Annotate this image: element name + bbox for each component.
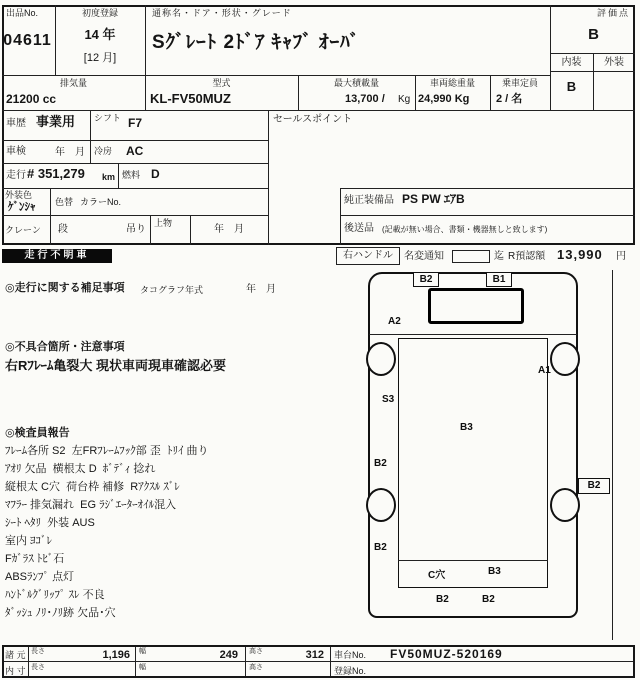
color-change-label: 色替 bbox=[55, 197, 74, 207]
capacity-label: 乗車定員 bbox=[501, 78, 538, 88]
r-amount-label: R預認額 bbox=[508, 251, 546, 262]
divider-line bbox=[340, 215, 635, 216]
length-label: 長さ bbox=[31, 648, 45, 655]
height-label: 高さ bbox=[249, 648, 263, 655]
wheel-rear-right bbox=[550, 488, 580, 522]
divider-line bbox=[2, 188, 268, 189]
wheel-rear-left bbox=[366, 488, 396, 522]
width-value: 249 bbox=[219, 649, 238, 661]
divider-line bbox=[245, 647, 246, 676]
max-load-value: 13,700 / bbox=[345, 93, 385, 105]
defect-text: 右Rﾌﾚｰﾑ亀裂大 現状車両現車確認必要 bbox=[5, 358, 227, 373]
equipment-value: PS PW ｴｱB bbox=[402, 192, 465, 206]
model-code-label: 型式 bbox=[212, 78, 231, 88]
damage-marker: B3 bbox=[488, 566, 501, 577]
divider-line bbox=[90, 110, 91, 163]
body-equipment-label: 上物 bbox=[154, 218, 173, 228]
mileage-label: 走行 bbox=[6, 170, 26, 181]
grade-value: B bbox=[588, 26, 599, 43]
inspector-report-line: ﾏﾌﾗｰ 排気漏れ EG ﾗｼﾞｴｰﾀｰｵｲﾙ混入 bbox=[5, 499, 177, 511]
right-handle-box: 右ハンドル bbox=[336, 247, 400, 265]
mileage-note-title: ◎走行に関する補足事項 bbox=[5, 282, 125, 294]
yen-label: 円 bbox=[616, 251, 626, 262]
displacement-label: 排気量 bbox=[59, 78, 87, 88]
divider-line bbox=[2, 215, 268, 216]
chassis-no-value: FV50MUZ-520169 bbox=[390, 647, 503, 661]
displacement-value: 21200 cc bbox=[6, 92, 57, 106]
exterior-color-label: 外装色 bbox=[5, 190, 33, 200]
model-code-value: KL-FV50MUZ bbox=[150, 91, 231, 106]
gross-weight-value: 24,990 Kg bbox=[418, 93, 470, 105]
divider-line bbox=[2, 163, 268, 164]
model-name: Sｸﾞﾚｰﾄ 2ﾄﾞｱ ｷｬﾌﾞ ｵｰﾊﾞ bbox=[152, 32, 361, 53]
until-label: 迄 bbox=[494, 251, 504, 262]
width-label: 幅 bbox=[139, 648, 146, 655]
mileage-value: # 351,279 bbox=[27, 166, 85, 181]
inspection-label: 車検 bbox=[6, 146, 26, 157]
divider-line bbox=[2, 140, 268, 141]
tacho-label: タコグラフ年式 bbox=[140, 285, 204, 295]
cab-separator-line bbox=[369, 334, 577, 335]
unknown-mileage-badge: 走行不明車 bbox=[2, 249, 112, 263]
crane-tsuri-label: 吊り bbox=[126, 224, 146, 235]
first-registration-month: [12 月] bbox=[83, 52, 117, 64]
crane-label: クレーン bbox=[5, 225, 41, 235]
capacity-value: 2 / 名 bbox=[496, 93, 523, 105]
lot-number-label: 出品No. bbox=[6, 8, 39, 18]
length-label: 長さ bbox=[31, 664, 45, 671]
inspector-report bbox=[5, 445, 209, 625]
divider-line bbox=[2, 110, 635, 111]
lot-number: 04611 bbox=[3, 32, 52, 49]
later-items-note: (記載が無い場合、書類・機器無しと致します) bbox=[382, 225, 548, 234]
wheel-front-left bbox=[366, 342, 396, 376]
damage-marker: B3 bbox=[460, 422, 473, 433]
inspector-report-line: ﾀﾞｯｼｭ ﾉﾘ･ﾉﾘ跡 欠品･穴 bbox=[5, 607, 116, 619]
equipment-label: 純正装備品 bbox=[344, 195, 394, 206]
max-load-unit: Kg bbox=[398, 94, 411, 105]
first-registration-year: 14 年 bbox=[84, 27, 116, 42]
first-registration-label: 初度登録 bbox=[81, 8, 118, 18]
wheel-front-right bbox=[550, 342, 580, 376]
height-value: 312 bbox=[305, 649, 324, 661]
chassis-no-label: 車台No. bbox=[334, 650, 367, 660]
divider-line bbox=[145, 5, 146, 110]
divider-line bbox=[340, 188, 635, 189]
inspection-date: 年 月 bbox=[55, 147, 85, 158]
diagram-right-border bbox=[612, 270, 613, 640]
cab-windshield bbox=[428, 288, 524, 324]
cargo-bed-outline bbox=[398, 338, 548, 588]
divider-line bbox=[150, 215, 151, 245]
damage-marker: B2 bbox=[374, 542, 387, 553]
inspector-report-line: ABSﾗﾝﾌﾟ 点灯 bbox=[5, 571, 75, 583]
name-change-label: 名変通知 bbox=[404, 251, 444, 262]
damage-marker-box: B1 bbox=[486, 272, 512, 287]
gross-weight-label: 車両総重量 bbox=[429, 78, 475, 88]
inspector-section-title: ◎検査員報告 bbox=[5, 427, 70, 439]
height-label: 高さ bbox=[249, 664, 263, 671]
ac-value: AC bbox=[126, 144, 144, 158]
history-value: 事業用 bbox=[36, 114, 76, 129]
crane-dan-label: 段 bbox=[58, 224, 68, 235]
divider-line bbox=[330, 647, 331, 676]
inner-row-label: 内 寸 bbox=[5, 666, 26, 676]
body-equipment-date: 年 月 bbox=[214, 224, 244, 235]
damage-marker: S3 bbox=[382, 394, 395, 405]
width-label: 幅 bbox=[139, 664, 146, 671]
inspector-report-line: ｱｵﾘ 欠品 横根太 D ﾎﾞﾃﾞｨ 捻れ bbox=[5, 463, 156, 475]
spec-row-label: 諸 元 bbox=[5, 650, 26, 660]
divider-line bbox=[118, 163, 119, 188]
interior-grade-value: B bbox=[566, 79, 577, 94]
exterior-grade-label: 外装 bbox=[604, 57, 624, 68]
inspector-report-line: ﾌﾚｰﾑ各所 S2 左FRﾌﾚｰﾑﾌｯｸ部 歪 ﾄﾘｲ 曲り bbox=[5, 445, 209, 457]
color-no-label: カラーNo. bbox=[80, 197, 122, 207]
divider-line bbox=[135, 647, 136, 676]
fuel-value: D bbox=[151, 167, 160, 181]
ac-label: 冷房 bbox=[94, 146, 113, 156]
grade-label: 評価点 bbox=[596, 8, 630, 18]
length-value: 1,196 bbox=[102, 649, 130, 661]
inspector-report-line: 室内 ﾖｺﾞﾚ bbox=[5, 535, 53, 547]
divider-line bbox=[50, 188, 51, 245]
inspector-report-line: Fｶﾞﾗｽ ﾄﾋﾞ石 bbox=[5, 553, 65, 565]
divider-line bbox=[190, 215, 191, 245]
divider-line bbox=[2, 75, 550, 76]
defect-section-title: ◎不具合箇所・注意事項 bbox=[5, 341, 125, 353]
damage-marker: C穴 bbox=[428, 570, 446, 581]
bed-divider-line bbox=[398, 560, 548, 561]
damage-marker: B2 bbox=[374, 458, 387, 469]
name-change-field bbox=[452, 250, 490, 263]
sales-point-label: セールスポイント bbox=[273, 114, 353, 125]
damage-marker: A1 bbox=[538, 365, 551, 376]
shift-value: F7 bbox=[128, 116, 143, 130]
inspector-report-line: ﾊﾝﾄﾞﾙｸﾞﾘｯﾌﾟ ｽﾚ 不良 bbox=[5, 589, 105, 601]
divider-line bbox=[340, 188, 341, 245]
shift-label: シフト bbox=[94, 113, 122, 123]
damage-marker: A2 bbox=[388, 316, 401, 327]
r-amount-value: 13,990 bbox=[557, 247, 603, 262]
history-label: 車歴 bbox=[6, 118, 26, 129]
inspector-report-line: ｼｰﾄ ﾍﾀﾘ 外装 AUS bbox=[5, 517, 95, 529]
divider-line bbox=[28, 647, 29, 676]
later-items-label: 後送品 bbox=[344, 223, 374, 234]
model-header-label: 通称名・ドア・形状・グレード bbox=[152, 8, 292, 18]
damage-marker: B2 bbox=[436, 594, 449, 605]
damage-marker-box: B2 bbox=[413, 272, 439, 287]
fuel-label: 燃料 bbox=[122, 170, 141, 180]
interior-grade-label: 内装 bbox=[561, 57, 582, 68]
inspector-report-line: 縦根太 C穴 荷台枠 補修 Rｱｸｽﾙ ｽﾞﾚ bbox=[5, 481, 180, 493]
damage-marker-box: B2 bbox=[578, 478, 610, 494]
tacho-date: 年 月 bbox=[246, 284, 276, 295]
divider-line bbox=[268, 110, 269, 245]
exterior-color-value: ｹﾞﾝｼｬ bbox=[8, 201, 36, 213]
damage-marker: B2 bbox=[482, 594, 495, 605]
max-load-label: 最大積載量 bbox=[333, 78, 379, 88]
mileage-unit: km bbox=[102, 172, 116, 182]
registration-no-label: 登録No. bbox=[334, 666, 367, 676]
